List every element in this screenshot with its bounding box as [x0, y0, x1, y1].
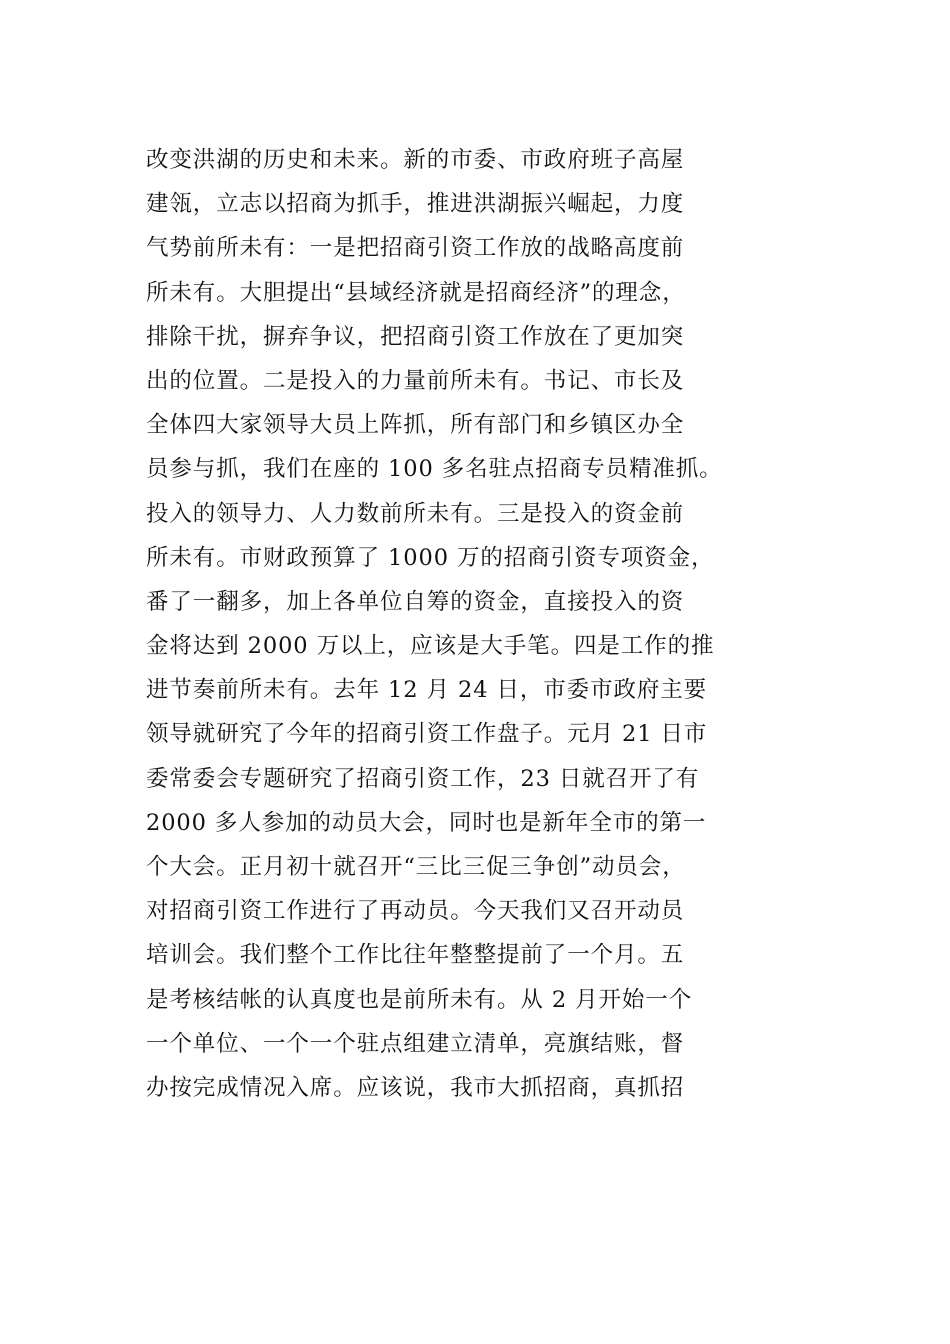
text-line: 出的位置。二是投入的力量前所未有。书记、市长及 — [146, 367, 685, 394]
text-line: 金将达到 2000 万以上，应该是大手笔。四是工作的推 — [146, 633, 715, 660]
text-line: 进节奏前所未有。去年 12 月 24 日，市委市政府主要 — [146, 677, 708, 704]
text-line: 2000 多人参加的动员大会，同时也是新年全市的第一 — [146, 809, 707, 836]
text-line: 委常委会专题研究了招商引资工作，23 日就召开了有 — [146, 765, 700, 792]
text-line: 排除干扰，摒弃争议，把招商引资工作放在了更加突 — [146, 323, 685, 350]
text-line: 番了一翻多，加上各单位自筹的资金，直接投入的资 — [146, 588, 685, 615]
text-line: 培训会。我们整个工作比往年整整提前了一个月。五 — [146, 942, 685, 969]
body-paragraph — [146, 138, 766, 1110]
text-line: 是考核结帐的认真度也是前所未有。从 2 月开始一个 — [146, 986, 693, 1013]
text-line: 员参与抓，我们在座的 100 多名驻点招商专员精准抓。 — [146, 456, 723, 483]
text-line: 个大会。正月初十就召开“三比三促三争创”动员会， — [146, 854, 686, 880]
text-line: 一个单位、一个一个驻点组建立清单，亮旗结账，督 — [146, 1030, 685, 1057]
text-line: 改变洪湖的历史和未来。新的市委、市政府班子高屋 — [146, 147, 685, 173]
text-line: 全体四大家领导大员上阵抓，所有部门和乡镇区办全 — [146, 412, 685, 439]
text-line: 所未有。大胆提出“县域经济就是招商经济”的理念， — [146, 279, 686, 306]
text-line: 领导就研究了今年的招商引资工作盘子。元月 21 日市 — [146, 721, 708, 748]
text-line: 气势前所未有：一是把招商引资工作放的战略高度前 — [146, 235, 685, 262]
text-line: 建瓴，立志以招商为抓手，推进洪湖振兴崛起，力度 — [146, 191, 685, 218]
text-line: 所未有。市财政预算了 1000 万的招商引资专项资金， — [146, 544, 715, 571]
text-line: 对招商引资工作进行了再动员。今天我们又召开动员 — [146, 898, 685, 925]
text-line: 办按完成情况入席。应该说，我市大抓招商，真抓招 — [146, 1074, 685, 1101]
text-line: 投入的领导力、人力数前所未有。三是投入的资金前 — [146, 500, 685, 527]
